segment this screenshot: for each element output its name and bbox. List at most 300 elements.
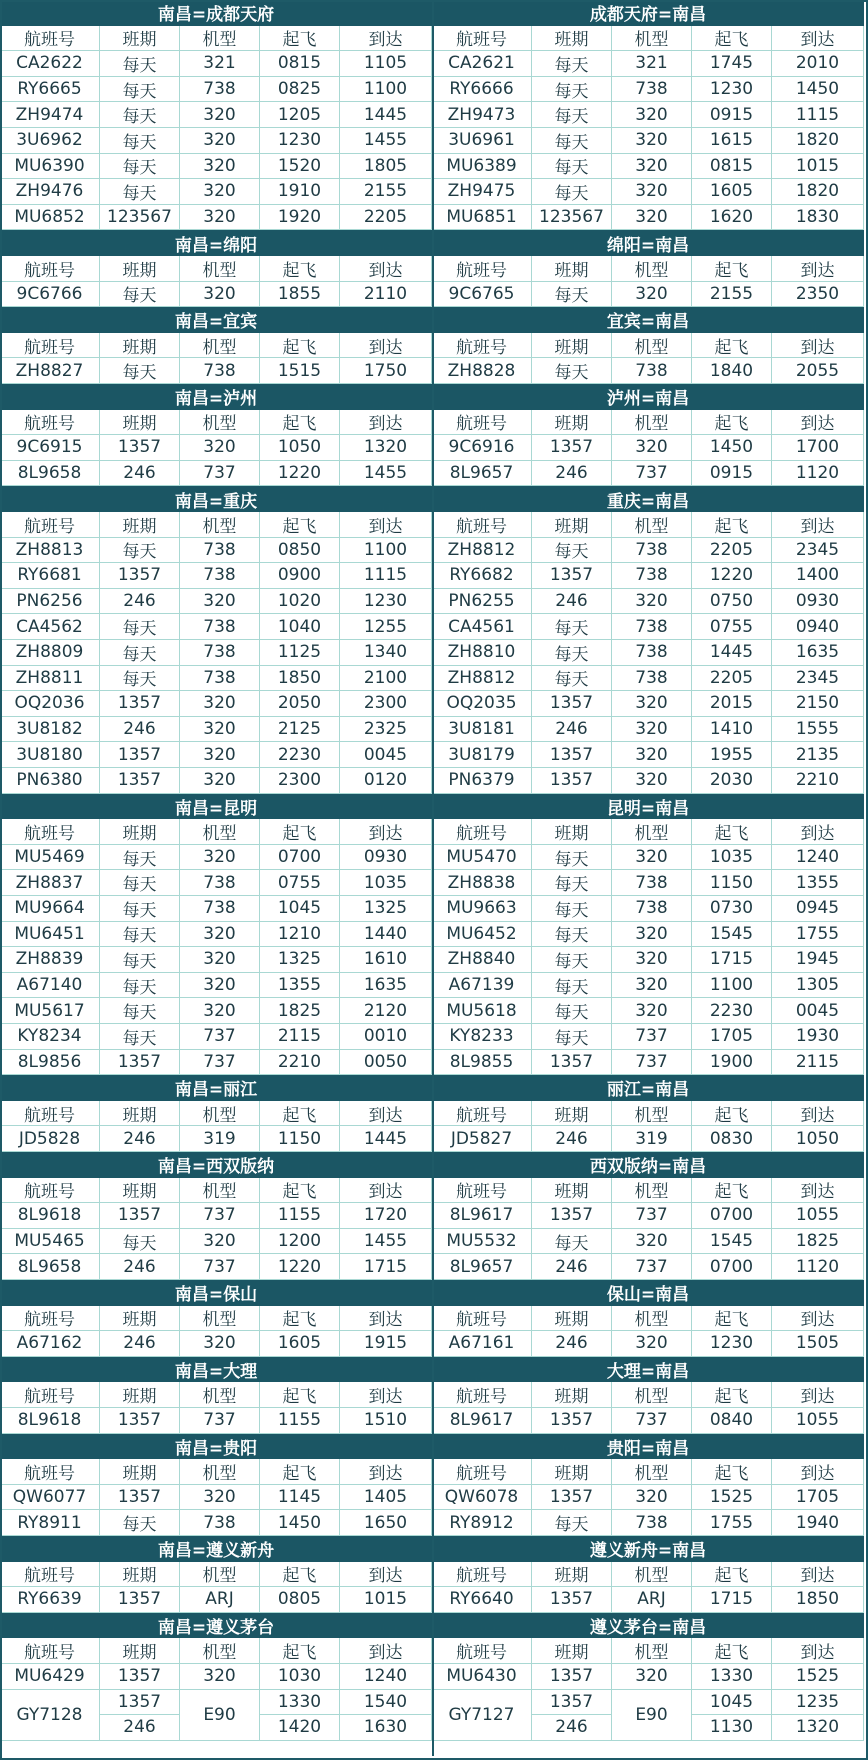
- table-cell: PN6256: [0, 589, 100, 615]
- table-cell: MU6429: [0, 1664, 100, 1690]
- column-header: 航班号: [0, 410, 100, 436]
- table-cell: A67140: [0, 973, 100, 999]
- table-cell: 1220: [260, 1254, 340, 1280]
- table-cell: 0930: [340, 845, 432, 871]
- table-cell: 1220: [260, 461, 340, 487]
- table-cell: PN6379: [432, 768, 532, 794]
- table-cell: 1055: [772, 1203, 864, 1229]
- table-cell: 1045: [692, 1690, 772, 1716]
- column-header: 机型: [180, 1101, 260, 1127]
- table-cell: 每天: [532, 179, 612, 205]
- table-cell: ZH8811: [0, 666, 100, 692]
- table-cell: 0805: [260, 1587, 340, 1613]
- table-cell: 1357: [532, 1408, 612, 1434]
- table-cell: 3U6961: [432, 128, 532, 154]
- table-cell: 1545: [692, 922, 772, 948]
- table-cell: 1120: [772, 1254, 864, 1280]
- table-cell: MU6430: [432, 1664, 532, 1690]
- table-cell: 每天: [532, 973, 612, 999]
- table-cell: 每天: [100, 77, 180, 103]
- column-header: 班期: [532, 333, 612, 359]
- table-cell: 320: [180, 589, 260, 615]
- table-cell: 2300: [340, 691, 432, 717]
- table-cell: ZH8813: [0, 538, 100, 564]
- table-cell: 9C6915: [0, 435, 100, 461]
- column-header: 起飞: [692, 1306, 772, 1332]
- table-cell: QW6077: [0, 1485, 100, 1511]
- table-cell: 1357: [100, 691, 180, 717]
- column-header: 起飞: [260, 1459, 340, 1485]
- table-cell: RY6682: [432, 563, 532, 589]
- table-cell: 2030: [692, 768, 772, 794]
- table-cell: OQ2036: [0, 691, 100, 717]
- table-cell: RY6665: [0, 77, 100, 103]
- table-cell: RY6640: [432, 1587, 532, 1613]
- column-header: 到达: [772, 410, 864, 436]
- table-cell: 每天: [100, 1229, 180, 1255]
- table-cell: 320: [612, 1485, 692, 1511]
- table-cell: 2115: [260, 1024, 340, 1050]
- table-cell: E90: [180, 1690, 260, 1741]
- table-cell: 1700: [772, 435, 864, 461]
- table-cell: 737: [180, 1254, 260, 1280]
- column-header: 机型: [612, 1638, 692, 1664]
- table-cell: 1805: [340, 154, 432, 180]
- table-cell: 每天: [100, 998, 180, 1024]
- table-cell: MU6452: [432, 922, 532, 948]
- table-cell: 2010: [772, 51, 864, 77]
- table-cell: 1400: [772, 563, 864, 589]
- table-cell: MU9664: [0, 896, 100, 922]
- table-cell: 2350: [772, 282, 864, 308]
- table-cell: 1610: [340, 947, 432, 973]
- table-cell: 246: [100, 1126, 180, 1152]
- table-cell: 1720: [340, 1203, 432, 1229]
- route-title: 南昌=丽江: [0, 1075, 432, 1101]
- column-header: 机型: [612, 256, 692, 282]
- table-cell: 1355: [260, 973, 340, 999]
- table-cell: RY6639: [0, 1587, 100, 1613]
- table-cell: 320: [180, 845, 260, 871]
- table-cell: 2050: [260, 691, 340, 717]
- column-header: 起飞: [260, 1562, 340, 1588]
- column-header: 起飞: [260, 1101, 340, 1127]
- column-header: 到达: [340, 819, 432, 845]
- table-cell: KY8234: [0, 1024, 100, 1050]
- column-header: 到达: [340, 1178, 432, 1204]
- column-header: 起飞: [692, 1638, 772, 1664]
- route-title: 南昌=遵义茅台: [0, 1613, 432, 1639]
- table-cell: 1820: [772, 128, 864, 154]
- table-cell: 2325: [340, 717, 432, 743]
- column-header: 班期: [532, 819, 612, 845]
- route-title: 南昌=保山: [0, 1280, 432, 1306]
- table-cell: 2155: [340, 179, 432, 205]
- route-title: 南昌=泸州: [0, 384, 432, 410]
- table-cell: 1055: [772, 1408, 864, 1434]
- table-cell: 8L9617: [432, 1203, 532, 1229]
- column-header: 班期: [532, 1101, 612, 1127]
- table-cell: 0840: [692, 1408, 772, 1434]
- column-header: 到达: [772, 1562, 864, 1588]
- table-cell: 1357: [532, 1587, 612, 1613]
- table-cell: 320: [180, 1229, 260, 1255]
- column-header: 航班号: [0, 1101, 100, 1127]
- table-cell: 1100: [340, 77, 432, 103]
- table-cell: 0755: [260, 870, 340, 896]
- table-cell: 738: [612, 563, 692, 589]
- table-cell: 1030: [260, 1664, 340, 1690]
- table-cell: 246: [532, 1715, 612, 1741]
- table-cell: 1357: [532, 742, 612, 768]
- table-cell: 8L9618: [0, 1203, 100, 1229]
- column-header: 机型: [180, 1178, 260, 1204]
- column-header: 机型: [612, 1562, 692, 1588]
- table-cell: 每天: [532, 947, 612, 973]
- column-header: 到达: [772, 26, 864, 52]
- table-cell: 737: [612, 1024, 692, 1050]
- table-cell: 0850: [260, 538, 340, 564]
- table-cell: 321: [612, 51, 692, 77]
- table-cell: 320: [612, 922, 692, 948]
- table-cell: 738: [180, 870, 260, 896]
- route-title: 南昌=重庆: [0, 486, 432, 512]
- table-cell: 246: [100, 461, 180, 487]
- table-cell: 1840: [692, 358, 772, 384]
- table-cell: 1220: [692, 563, 772, 589]
- table-cell: 737: [612, 1254, 692, 1280]
- table-cell: 1240: [340, 1664, 432, 1690]
- column-header: 机型: [180, 1459, 260, 1485]
- table-cell: QW6078: [432, 1485, 532, 1511]
- table-cell: MU6451: [0, 922, 100, 948]
- route-title: 丽江=南昌: [432, 1075, 864, 1101]
- table-cell: 320: [180, 947, 260, 973]
- table-cell: ZH8827: [0, 358, 100, 384]
- column-header: 航班号: [432, 819, 532, 845]
- table-cell: 每天: [100, 538, 180, 564]
- table-cell: 320: [612, 435, 692, 461]
- table-cell: 246: [532, 461, 612, 487]
- column-header: 机型: [180, 1382, 260, 1408]
- column-header: 起飞: [260, 512, 340, 538]
- column-header: 机型: [612, 1306, 692, 1332]
- column-header: 班期: [100, 1306, 180, 1332]
- table-cell: 320: [180, 742, 260, 768]
- table-cell: 2115: [772, 1050, 864, 1076]
- column-header: 起飞: [692, 410, 772, 436]
- column-header: 起飞: [260, 333, 340, 359]
- table-cell: 320: [612, 768, 692, 794]
- table-cell: 738: [612, 614, 692, 640]
- table-cell: 0940: [772, 614, 864, 640]
- table-cell: 每天: [532, 77, 612, 103]
- table-cell: 每天: [532, 896, 612, 922]
- column-header: 航班号: [0, 1562, 100, 1588]
- table-cell: 738: [180, 640, 260, 666]
- table-cell: 320: [180, 205, 260, 231]
- table-cell: 每天: [100, 973, 180, 999]
- table-cell: 320: [180, 998, 260, 1024]
- table-cell: CA4561: [432, 614, 532, 640]
- column-header: 到达: [340, 1459, 432, 1485]
- table-cell: 1035: [340, 870, 432, 896]
- table-cell: MU5618: [432, 998, 532, 1024]
- table-cell: MU6851: [432, 205, 532, 231]
- table-cell: 2135: [772, 742, 864, 768]
- table-cell: 2205: [692, 538, 772, 564]
- table-cell: 每天: [532, 1510, 612, 1536]
- table-cell: 320: [612, 282, 692, 308]
- route-title: 南昌=宜宾: [0, 307, 432, 333]
- table-cell: ZH8837: [0, 870, 100, 896]
- table-cell: 738: [612, 538, 692, 564]
- column-header: 机型: [612, 333, 692, 359]
- table-cell: 0915: [692, 461, 772, 487]
- table-cell: 1100: [340, 538, 432, 564]
- column-header: 班期: [532, 512, 612, 538]
- table-cell: MU5465: [0, 1229, 100, 1255]
- column-header: 起飞: [692, 1382, 772, 1408]
- column-header: 航班号: [432, 256, 532, 282]
- table-cell: 246: [100, 1331, 180, 1357]
- table-cell: 1450: [692, 435, 772, 461]
- table-cell: 1825: [772, 1229, 864, 1255]
- table-cell: 9C6766: [0, 282, 100, 308]
- table-cell: 1330: [692, 1664, 772, 1690]
- table-cell: 1920: [260, 205, 340, 231]
- table-cell: 每天: [100, 179, 180, 205]
- table-cell: 1235: [772, 1690, 864, 1716]
- table-cell: 2345: [772, 666, 864, 692]
- table-cell: 320: [612, 1229, 692, 1255]
- column-header: 班期: [532, 1306, 612, 1332]
- table-cell: 1615: [692, 128, 772, 154]
- table-cell: 0915: [692, 102, 772, 128]
- table-cell: 每天: [532, 998, 612, 1024]
- table-cell: 1405: [340, 1485, 432, 1511]
- column-header: 航班号: [432, 1178, 532, 1204]
- table-cell: 320: [180, 1331, 260, 1357]
- table-cell: 320: [180, 973, 260, 999]
- table-cell: 9C6765: [432, 282, 532, 308]
- table-cell: 1357: [100, 1690, 180, 1716]
- table-cell: CA2622: [0, 51, 100, 77]
- table-cell: 1357: [532, 1050, 612, 1076]
- table-cell: 1940: [772, 1510, 864, 1536]
- table-cell: 8L9856: [0, 1050, 100, 1076]
- column-header: 到达: [772, 1101, 864, 1127]
- table-cell: 0815: [260, 51, 340, 77]
- table-cell: 每天: [100, 128, 180, 154]
- table-cell: 738: [180, 666, 260, 692]
- route-title: 重庆=南昌: [432, 486, 864, 512]
- table-cell: 320: [612, 742, 692, 768]
- column-header: 机型: [612, 26, 692, 52]
- table-cell: 320: [180, 102, 260, 128]
- route-title: 南昌=贵阳: [0, 1434, 432, 1460]
- column-header: 航班号: [0, 1382, 100, 1408]
- table-cell: ZH8840: [432, 947, 532, 973]
- table-cell: ZH8838: [432, 870, 532, 896]
- table-cell: 1450: [772, 77, 864, 103]
- table-cell: 320: [180, 1485, 260, 1511]
- table-cell: 1357: [532, 691, 612, 717]
- column-header: 到达: [772, 1306, 864, 1332]
- table-cell: 0050: [340, 1050, 432, 1076]
- table-cell: 2205: [692, 666, 772, 692]
- table-cell: 2055: [772, 358, 864, 384]
- table-cell: 1850: [260, 666, 340, 692]
- table-cell: ZH8839: [0, 947, 100, 973]
- table-cell: 每天: [100, 1510, 180, 1536]
- table-cell: 1755: [772, 922, 864, 948]
- table-cell: 246: [532, 589, 612, 615]
- column-header: 起飞: [260, 1306, 340, 1332]
- table-cell: MU5469: [0, 845, 100, 871]
- table-cell: 1340: [340, 640, 432, 666]
- table-cell: 320: [180, 717, 260, 743]
- column-header: 航班号: [432, 1562, 532, 1588]
- column-header: 班期: [100, 1562, 180, 1588]
- table-cell: 321: [180, 51, 260, 77]
- route-title: 遵义新舟=南昌: [432, 1536, 864, 1562]
- table-cell: OQ2035: [432, 691, 532, 717]
- column-header: 航班号: [432, 333, 532, 359]
- route-title: 西双版纳=南昌: [432, 1152, 864, 1178]
- column-header: 班期: [100, 1459, 180, 1485]
- table-cell: 1540: [340, 1690, 432, 1716]
- table-cell: 1125: [260, 640, 340, 666]
- column-header: 航班号: [432, 410, 532, 436]
- table-cell: 2120: [340, 998, 432, 1024]
- table-cell: 每天: [532, 102, 612, 128]
- column-header: 到达: [340, 410, 432, 436]
- column-header: 起飞: [692, 1459, 772, 1485]
- table-cell: 1440: [340, 922, 432, 948]
- table-cell: 738: [612, 358, 692, 384]
- route-title: 南昌=大理: [0, 1357, 432, 1383]
- table-cell: 1357: [100, 768, 180, 794]
- table-cell: PN6380: [0, 768, 100, 794]
- table-cell: 每天: [100, 102, 180, 128]
- table-cell: 每天: [532, 51, 612, 77]
- table-cell: 1825: [260, 998, 340, 1024]
- column-header: 到达: [340, 333, 432, 359]
- table-cell: RY6666: [432, 77, 532, 103]
- table-cell: 737: [180, 1408, 260, 1434]
- table-cell: 0830: [692, 1126, 772, 1152]
- column-header: 机型: [612, 819, 692, 845]
- table-cell: 每天: [532, 666, 612, 692]
- table-cell: 2205: [340, 205, 432, 231]
- table-cell: 1620: [692, 205, 772, 231]
- table-cell: RY6681: [0, 563, 100, 589]
- route-title: 成都天府=南昌: [432, 0, 864, 26]
- table-cell: 1240: [772, 845, 864, 871]
- table-cell: RY8912: [432, 1510, 532, 1536]
- table-cell: 320: [612, 947, 692, 973]
- table-cell: MU5532: [432, 1229, 532, 1255]
- table-cell: 1910: [260, 179, 340, 205]
- table-cell: 3U8179: [432, 742, 532, 768]
- table-cell: 320: [180, 154, 260, 180]
- table-cell: 2300: [260, 768, 340, 794]
- table-cell: 246: [532, 1254, 612, 1280]
- table-cell: 1705: [772, 1485, 864, 1511]
- table-cell: 738: [612, 1510, 692, 1536]
- column-header: 到达: [340, 26, 432, 52]
- table-cell: 738: [180, 614, 260, 640]
- column-header: 航班号: [432, 1101, 532, 1127]
- column-header: 航班号: [0, 333, 100, 359]
- table-cell: 0750: [692, 589, 772, 615]
- table-cell: 320: [180, 691, 260, 717]
- table-cell: 2015: [692, 691, 772, 717]
- column-header: 到达: [772, 333, 864, 359]
- table-cell: 1230: [692, 77, 772, 103]
- table-cell: 1525: [692, 1485, 772, 1511]
- table-cell: 1830: [772, 205, 864, 231]
- table-cell: 每天: [100, 358, 180, 384]
- table-cell: 每天: [100, 896, 180, 922]
- table-cell: 1357: [100, 1664, 180, 1690]
- table-cell: 每天: [532, 128, 612, 154]
- route-title: 保山=南昌: [432, 1280, 864, 1306]
- table-cell: 737: [180, 1024, 260, 1050]
- table-cell: 1305: [772, 973, 864, 999]
- table-cell: 每天: [532, 640, 612, 666]
- table-cell: 320: [180, 282, 260, 308]
- table-cell: 2210: [260, 1050, 340, 1076]
- table-cell: 1525: [772, 1664, 864, 1690]
- table-cell: 1455: [340, 461, 432, 487]
- table-cell: MU6852: [0, 205, 100, 231]
- column-header: 起飞: [692, 256, 772, 282]
- table-cell: 1357: [100, 435, 180, 461]
- table-cell: 0755: [692, 614, 772, 640]
- table-cell: 1230: [692, 1331, 772, 1357]
- table-cell: 0815: [692, 154, 772, 180]
- table-cell: 1420: [260, 1715, 340, 1741]
- table-cell: 每天: [100, 282, 180, 308]
- table-cell: 8L9658: [0, 1254, 100, 1280]
- table-cell: 1050: [772, 1126, 864, 1152]
- table-cell: 0045: [340, 742, 432, 768]
- table-cell: 320: [612, 845, 692, 871]
- table-cell: 1230: [340, 589, 432, 615]
- table-cell: 123567: [532, 205, 612, 231]
- column-header: 起飞: [692, 333, 772, 359]
- table-cell: 320: [612, 717, 692, 743]
- table-cell: 319: [180, 1126, 260, 1152]
- table-cell: 0010: [340, 1024, 432, 1050]
- table-cell: CA2621: [432, 51, 532, 77]
- table-cell: 737: [612, 1203, 692, 1229]
- table-cell: 1357: [532, 563, 612, 589]
- column-header: 班期: [100, 26, 180, 52]
- column-header: 班期: [532, 256, 612, 282]
- table-cell: 737: [612, 1050, 692, 1076]
- table-cell: 1325: [260, 947, 340, 973]
- column-header: 起飞: [260, 410, 340, 436]
- route-title: 绵阳=南昌: [432, 230, 864, 256]
- table-cell: 1820: [772, 179, 864, 205]
- column-header: 起飞: [260, 1382, 340, 1408]
- column-header: 到达: [340, 256, 432, 282]
- column-header: 到达: [772, 1638, 864, 1664]
- column-header: 班期: [532, 1382, 612, 1408]
